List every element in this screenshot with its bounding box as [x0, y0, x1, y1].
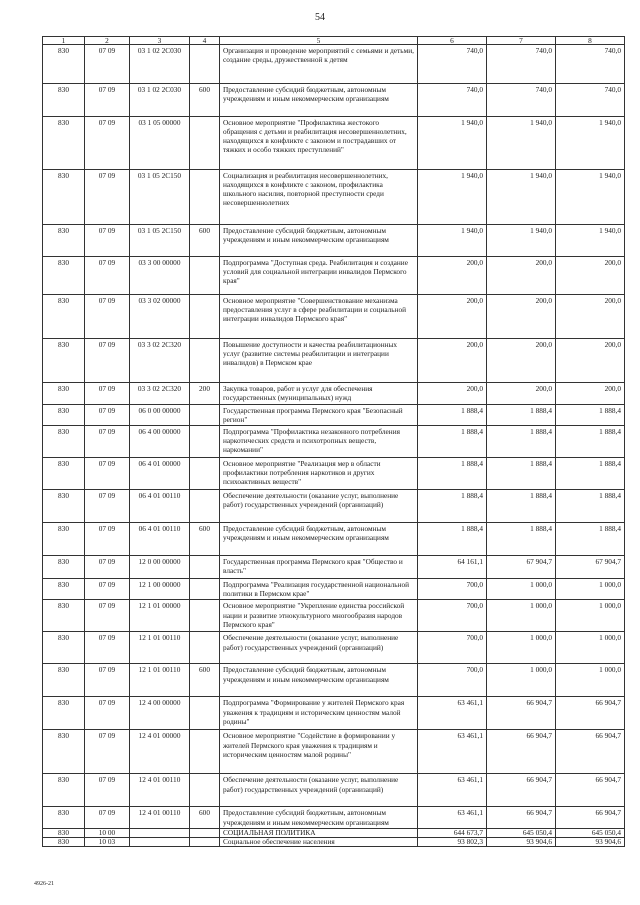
cell-description: Закупка товаров, работ и услуг для обеспечения государственных (муниципальных) нужд: [220, 383, 418, 405]
cell-amount-year1: 200,0: [418, 339, 487, 383]
cell-section: 07 09: [85, 579, 130, 600]
column-header: 2: [85, 37, 130, 45]
cell-amount-year1: 63 461,1: [418, 774, 487, 807]
cell-amount-year3: 740,0: [556, 84, 625, 117]
table-row: [43, 632, 625, 664]
cell-admin-code: 830: [43, 523, 85, 556]
column-header: 8: [556, 37, 625, 45]
cell-expense-type: [190, 632, 220, 664]
cell-description: Подпрограмма "Доступная среда. Реабилитация и создание условий для социальной интеграции инвалидов Пермского края": [220, 257, 418, 295]
cell-amount-year3: 200,0: [556, 383, 625, 405]
column-header: 6: [418, 37, 487, 45]
cell-target-article: 03 1 05 2С150: [130, 170, 190, 225]
cell-admin-code: 830: [43, 774, 85, 807]
cell-amount-year1: 740,0: [418, 84, 487, 117]
cell-section: 07 09: [85, 664, 130, 697]
cell-admin-code: 830: [43, 556, 85, 579]
cell-target-article: 03 1 05 2С150: [130, 225, 190, 257]
cell-section: 07 09: [85, 556, 130, 579]
cell-amount-year1: 1 940,0: [418, 170, 487, 225]
cell-amount-year2: 1 940,0: [487, 225, 556, 257]
cell-expense-type: [190, 45, 220, 84]
cell-amount-year1: 1 888,4: [418, 405, 487, 426]
cell-amount-year3: 1 940,0: [556, 225, 625, 257]
cell-amount-year2: 1 000,0: [487, 579, 556, 600]
cell-expense-type: 600: [190, 807, 220, 829]
cell-target-article: 03 1 02 2С030: [130, 45, 190, 84]
cell-description: Государственная программа Пермского края "Общество и власть": [220, 556, 418, 579]
cell-description: Предоставление субсидий бюджетным, автономным учреждениям и иным некоммерческим организациям: [220, 523, 418, 556]
cell-target-article: [130, 829, 190, 838]
cell-amount-year1: 63 461,1: [418, 697, 487, 730]
cell-amount-year3: 1 888,4: [556, 426, 625, 458]
column-header: 3: [130, 37, 190, 45]
cell-amount-year2: 66 904,7: [487, 774, 556, 807]
cell-amount-year3: 1 000,0: [556, 664, 625, 697]
table-row: [43, 807, 625, 829]
cell-amount-year3: 740,0: [556, 45, 625, 84]
cell-section: 07 09: [85, 45, 130, 84]
cell-expense-type: 200: [190, 383, 220, 405]
column-header: 1: [43, 37, 85, 45]
table-row: [43, 84, 625, 117]
cell-description: Предоставление субсидий бюджетным, автономным учреждениям и иным некоммерческим организациям: [220, 664, 418, 697]
table-row: [43, 170, 625, 225]
cell-amount-year3: 200,0: [556, 257, 625, 295]
cell-description: Основное мероприятие "Реализация мер в области профилактики потребления наркотиков и других психоактивных веществ": [220, 458, 418, 490]
cell-section: 07 09: [85, 774, 130, 807]
cell-admin-code: 830: [43, 730, 85, 774]
cell-amount-year3: 1 940,0: [556, 117, 625, 170]
cell-description: Основное мероприятие "Профилактика жестокого обращения с детьми и реабилитация несовершеннолетних, находящихся в конфликте с законом и пострадавших от тяжких и особо тяжких преступлений": [220, 117, 418, 170]
cell-amount-year1: 644 673,7: [418, 829, 487, 838]
table-row: [43, 117, 625, 170]
cell-expense-type: 600: [190, 225, 220, 257]
cell-amount-year2: 645 050,4: [487, 829, 556, 838]
cell-target-article: 03 3 00 00000: [130, 257, 190, 295]
cell-target-article: 03 1 02 2С030: [130, 84, 190, 117]
cell-amount-year2: 1 000,0: [487, 664, 556, 697]
cell-description: Обеспечение деятельности (оказание услуг, выполнение работ) государственных учреждений (организаций): [220, 490, 418, 523]
cell-admin-code: 830: [43, 664, 85, 697]
cell-target-article: 03 3 02 2С320: [130, 383, 190, 405]
cell-target-article: 06 4 00 00000: [130, 426, 190, 458]
cell-section: 07 09: [85, 84, 130, 117]
cell-amount-year3: 66 904,7: [556, 697, 625, 730]
column-number-row: [43, 37, 625, 45]
table-row: [43, 697, 625, 730]
cell-amount-year3: 1 000,0: [556, 579, 625, 600]
cell-expense-type: [190, 170, 220, 225]
table-row: [43, 523, 625, 556]
cell-amount-year3: 66 904,7: [556, 730, 625, 774]
cell-amount-year1: 1 888,4: [418, 523, 487, 556]
cell-section: 10 00: [85, 829, 130, 838]
cell-admin-code: 830: [43, 383, 85, 405]
cell-amount-year2: 66 904,7: [487, 807, 556, 829]
table-row: [43, 383, 625, 405]
cell-section: 07 09: [85, 458, 130, 490]
cell-admin-code: 830: [43, 490, 85, 523]
cell-amount-year1: 700,0: [418, 664, 487, 697]
cell-amount-year2: 740,0: [487, 84, 556, 117]
table-row: [43, 664, 625, 697]
cell-amount-year2: 1 888,4: [487, 426, 556, 458]
cell-section: 07 09: [85, 295, 130, 339]
cell-target-article: 12 4 01 00110: [130, 807, 190, 829]
cell-target-article: 03 1 05 00000: [130, 117, 190, 170]
cell-expense-type: 600: [190, 523, 220, 556]
cell-amount-year2: 200,0: [487, 257, 556, 295]
cell-amount-year2: 1 888,4: [487, 458, 556, 490]
cell-description: Основное мероприятие "Совершенствование механизма предоставления услуг в сфере реабилитации и социальной интеграции инвалидов Пермского края": [220, 295, 418, 339]
cell-section: 07 09: [85, 632, 130, 664]
table-row: [43, 829, 625, 838]
cell-expense-type: [190, 829, 220, 838]
cell-target-article: 12 1 01 00000: [130, 600, 190, 632]
cell-amount-year1: 1 940,0: [418, 225, 487, 257]
cell-admin-code: 830: [43, 838, 85, 847]
cell-section: 07 09: [85, 697, 130, 730]
cell-section: 07 09: [85, 405, 130, 426]
cell-description: Предоставление субсидий бюджетным, автономным учреждениям и иным некоммерческим организациям: [220, 84, 418, 117]
cell-amount-year1: 740,0: [418, 45, 487, 84]
page-number: 54: [315, 12, 325, 23]
cell-section: 07 09: [85, 383, 130, 405]
cell-section: 10 03: [85, 838, 130, 847]
cell-description: Государственная программа Пермского края "Безопасный регион": [220, 405, 418, 426]
cell-expense-type: [190, 458, 220, 490]
cell-admin-code: 830: [43, 339, 85, 383]
cell-target-article: 06 4 01 00000: [130, 458, 190, 490]
cell-section: 07 09: [85, 490, 130, 523]
table-row: [43, 339, 625, 383]
cell-expense-type: [190, 295, 220, 339]
cell-amount-year3: 200,0: [556, 339, 625, 383]
table-row: [43, 45, 625, 84]
table-row: [43, 405, 625, 426]
cell-expense-type: [190, 838, 220, 847]
cell-expense-type: [190, 490, 220, 523]
cell-admin-code: 830: [43, 84, 85, 117]
cell-amount-year3: 1 888,4: [556, 523, 625, 556]
cell-target-article: 12 1 01 00110: [130, 664, 190, 697]
cell-target-article: 12 4 00 00000: [130, 697, 190, 730]
cell-amount-year1: 63 461,1: [418, 807, 487, 829]
table-row: [43, 225, 625, 257]
table-row: [43, 490, 625, 523]
cell-target-article: [130, 838, 190, 847]
cell-target-article: 03 3 02 00000: [130, 295, 190, 339]
cell-amount-year1: 700,0: [418, 632, 487, 664]
cell-description: Предоставление субсидий бюджетным, автономным учреждениям и иным некоммерческим организациям: [220, 807, 418, 829]
cell-expense-type: [190, 117, 220, 170]
cell-amount-year1: 200,0: [418, 295, 487, 339]
cell-amount-year1: 64 161,1: [418, 556, 487, 579]
cell-amount-year1: 700,0: [418, 579, 487, 600]
cell-amount-year1: 200,0: [418, 257, 487, 295]
cell-admin-code: 830: [43, 697, 85, 730]
cell-target-article: 12 0 00 00000: [130, 556, 190, 579]
cell-description: Организация и проведение мероприятий с семьями и детьми, создание среды, дружественной к детям: [220, 45, 418, 84]
cell-admin-code: 830: [43, 295, 85, 339]
cell-amount-year3: 93 904,6: [556, 838, 625, 847]
table-row: [43, 600, 625, 632]
cell-amount-year3: 1 000,0: [556, 600, 625, 632]
cell-amount-year2: 200,0: [487, 339, 556, 383]
cell-amount-year3: 1 940,0: [556, 170, 625, 225]
cell-amount-year2: 66 904,7: [487, 697, 556, 730]
column-header: 4: [190, 37, 220, 45]
cell-amount-year3: 1 000,0: [556, 632, 625, 664]
cell-admin-code: 830: [43, 225, 85, 257]
cell-expense-type: [190, 730, 220, 774]
cell-admin-code: 830: [43, 579, 85, 600]
cell-amount-year1: 1 940,0: [418, 117, 487, 170]
table-body: [43, 37, 625, 847]
cell-admin-code: 830: [43, 45, 85, 84]
cell-amount-year2: 1 888,4: [487, 523, 556, 556]
cell-description: Основное мероприятие "Содействие в формировании у жителей Пермского края уважения к традициям и историческим ценностям малой родины": [220, 730, 418, 774]
cell-description: Подпрограмма "Профилактика незаконного потребления наркотических средств и психотропных веществ, наркомании": [220, 426, 418, 458]
cell-admin-code: 830: [43, 257, 85, 295]
cell-expense-type: [190, 697, 220, 730]
table-row: [43, 774, 625, 807]
cell-amount-year3: 1 888,4: [556, 490, 625, 523]
cell-amount-year3: 645 050,4: [556, 829, 625, 838]
cell-amount-year2: 1 940,0: [487, 117, 556, 170]
cell-amount-year2: 1 000,0: [487, 600, 556, 632]
table-row: [43, 730, 625, 774]
cell-target-article: 06 0 00 00000: [130, 405, 190, 426]
table-row: [43, 838, 625, 847]
cell-admin-code: 830: [43, 426, 85, 458]
cell-section: 07 09: [85, 225, 130, 257]
cell-expense-type: 600: [190, 664, 220, 697]
cell-section: 07 09: [85, 257, 130, 295]
cell-amount-year2: 740,0: [487, 45, 556, 84]
cell-amount-year1: 93 802,3: [418, 838, 487, 847]
cell-expense-type: [190, 600, 220, 632]
cell-description: Обеспечение деятельности (оказание услуг, выполнение работ) государственных учреждений (организаций): [220, 774, 418, 807]
cell-section: 07 09: [85, 807, 130, 829]
cell-description: Социальное обеспечение населения: [220, 838, 418, 847]
cell-amount-year2: 200,0: [487, 295, 556, 339]
cell-amount-year3: 1 888,4: [556, 458, 625, 490]
cell-description: Обеспечение деятельности (оказание услуг, выполнение работ) государственных учреждений (организаций): [220, 632, 418, 664]
cell-target-article: 12 1 01 00110: [130, 632, 190, 664]
cell-description: Основное мероприятие "Укрепление единства российской нации и развитие этнокультурного многообразия народов Пермского края": [220, 600, 418, 632]
table-row: [43, 426, 625, 458]
cell-section: 07 09: [85, 426, 130, 458]
cell-amount-year1: 63 461,1: [418, 730, 487, 774]
cell-admin-code: 830: [43, 170, 85, 225]
cell-expense-type: [190, 257, 220, 295]
cell-target-article: 12 4 01 00000: [130, 730, 190, 774]
cell-amount-year1: 1 888,4: [418, 490, 487, 523]
cell-admin-code: 830: [43, 405, 85, 426]
cell-section: 07 09: [85, 117, 130, 170]
cell-amount-year1: 200,0: [418, 383, 487, 405]
cell-description: Предоставление субсидий бюджетным, автономным учреждениям и иным некоммерческим организациям: [220, 225, 418, 257]
cell-section: 07 09: [85, 339, 130, 383]
cell-description: Подпрограмма "Реализация государственной национальной политики в Пермском крае": [220, 579, 418, 600]
footer-code: 4926-21: [34, 881, 54, 887]
cell-amount-year2: 93 904,6: [487, 838, 556, 847]
cell-admin-code: 830: [43, 600, 85, 632]
cell-expense-type: [190, 579, 220, 600]
cell-amount-year3: 200,0: [556, 295, 625, 339]
cell-section: 07 09: [85, 523, 130, 556]
budget-table: [42, 36, 625, 847]
cell-admin-code: 830: [43, 117, 85, 170]
cell-amount-year2: 1 888,4: [487, 490, 556, 523]
table-row: [43, 458, 625, 490]
cell-amount-year1: 1 888,4: [418, 426, 487, 458]
table-row: [43, 295, 625, 339]
column-header: 7: [487, 37, 556, 45]
cell-amount-year2: 1 000,0: [487, 632, 556, 664]
cell-amount-year2: 1 888,4: [487, 405, 556, 426]
cell-amount-year2: 66 904,7: [487, 730, 556, 774]
cell-admin-code: 830: [43, 458, 85, 490]
cell-amount-year2: 1 940,0: [487, 170, 556, 225]
cell-admin-code: 830: [43, 632, 85, 664]
cell-description: Подпрограмма "Формирование у жителей Пермского края уважения к традициям и историческим ценностям малой родины": [220, 697, 418, 730]
cell-target-article: 12 1 00 00000: [130, 579, 190, 600]
cell-target-article: 03 3 02 2С320: [130, 339, 190, 383]
cell-expense-type: [190, 426, 220, 458]
cell-section: 07 09: [85, 730, 130, 774]
cell-expense-type: [190, 339, 220, 383]
cell-amount-year1: 700,0: [418, 600, 487, 632]
cell-expense-type: [190, 774, 220, 807]
cell-amount-year3: 66 904,7: [556, 807, 625, 829]
cell-admin-code: 830: [43, 807, 85, 829]
cell-target-article: 06 4 01 00110: [130, 523, 190, 556]
cell-expense-type: 600: [190, 84, 220, 117]
cell-amount-year1: 1 888,4: [418, 458, 487, 490]
cell-amount-year3: 67 904,7: [556, 556, 625, 579]
cell-target-article: 06 4 01 00110: [130, 490, 190, 523]
table-row: [43, 579, 625, 600]
cell-amount-year2: 200,0: [487, 383, 556, 405]
cell-expense-type: [190, 556, 220, 579]
cell-amount-year2: 67 904,7: [487, 556, 556, 579]
cell-admin-code: 830: [43, 829, 85, 838]
cell-amount-year3: 1 888,4: [556, 405, 625, 426]
table-row: [43, 257, 625, 295]
cell-description: Повышение доступности и качества реабилитационных услуг (развитие системы реабилитации и интеграции инвалидов) в Пермском крае: [220, 339, 418, 383]
column-header: 5: [220, 37, 418, 45]
cell-amount-year3: 66 904,7: [556, 774, 625, 807]
cell-section: 07 09: [85, 600, 130, 632]
cell-target-article: 12 4 01 00110: [130, 774, 190, 807]
cell-expense-type: [190, 405, 220, 426]
cell-description: Социализация и реабилитация несовершеннолетних, находящихся в конфликте с законом, профилактика школьного насилия, повторной преступности среди несовершеннолетних: [220, 170, 418, 225]
cell-description: СОЦИАЛЬНАЯ ПОЛИТИКА: [220, 829, 418, 838]
cell-section: 07 09: [85, 170, 130, 225]
table-row: [43, 556, 625, 579]
